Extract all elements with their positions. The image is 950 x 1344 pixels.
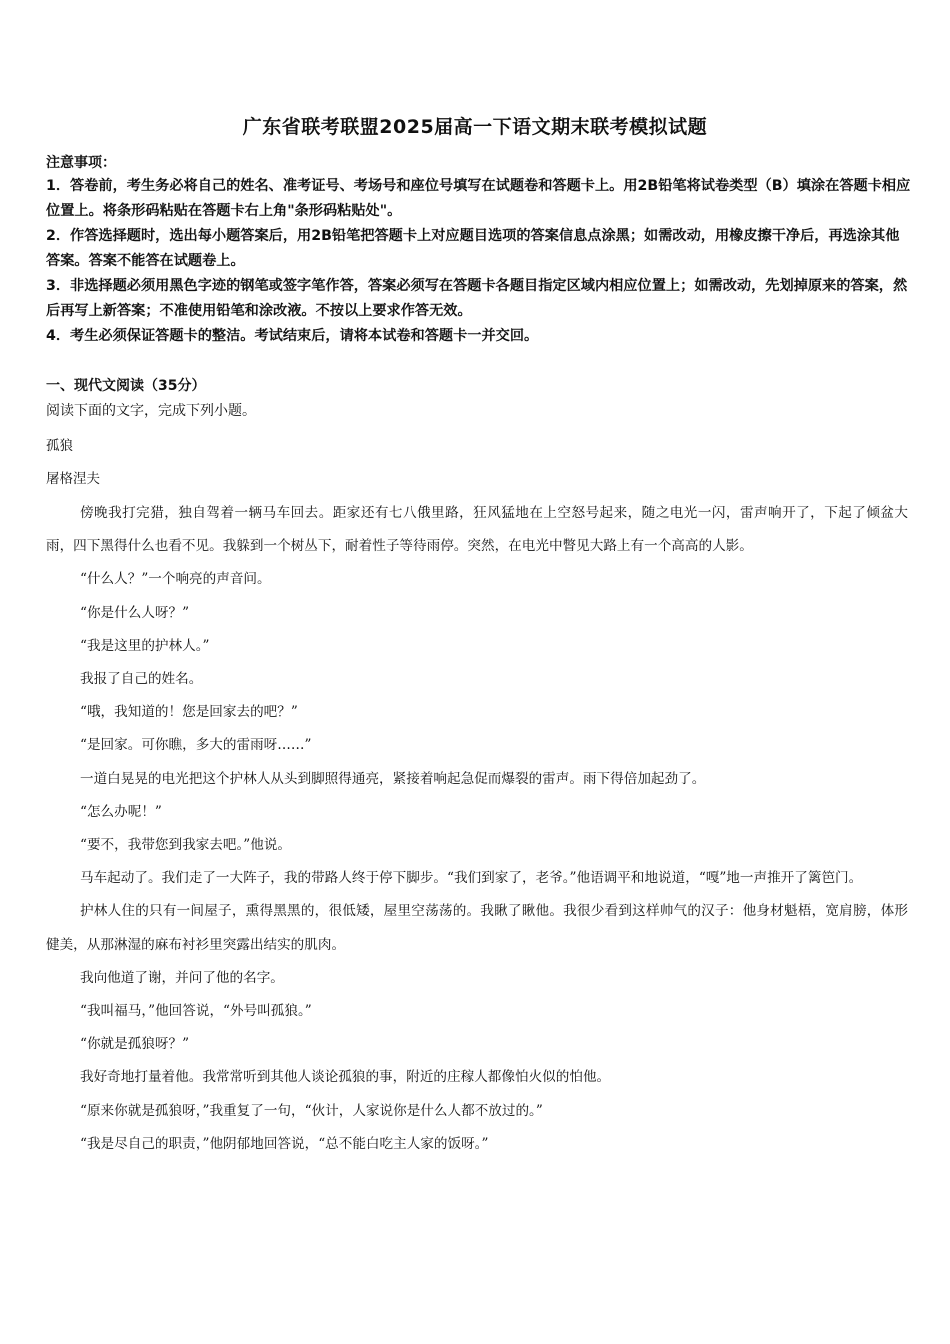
story-paragraph: 马车起动了。我们走了一大阵子，我的带路人终于停下脚步。“我们到家了，老爷。”他语调平和地说道，“嘎”地一声推开了篱笆门。 (80, 870, 863, 887)
story-paragraph: 我好奇地打量着他。我常常听到其他人谈论孤狼的事，附近的庄稼人都像怕火似的怕他。 (80, 1069, 611, 1086)
story-paragraph: “什么人？”一个响亮的声音问。 (80, 571, 271, 588)
story-paragraph: 一道白晃晃的电光把这个护林人从头到脚照得通亮，紧接着响起急促而爆裂的雷声。雨下得倍加起劲了。 (80, 770, 706, 787)
story-paragraph: “我叫福马，”他回答说，“外号叫孤狼。” (80, 1003, 312, 1020)
story-paragraph: “我是这里的护林人。” (80, 637, 210, 654)
document-title: 广东省联考联盟2025届高一下语文期末联考模拟试题 (242, 116, 708, 138)
story-title: 孤狼 (46, 438, 73, 454)
story-paragraph: 傍晚我打完猎，独自驾着一辆马车回去。距家还有七八俄里路，狂风猛地在上空怒号起来，随之电光一闪，雷声响开了，下起了倾盆大雨，四下黑得什么也看不见。我躲到一个树丛下，耐着性子等待雨停。突然，在电光中瞥见大路上有一个高高的人影。 (46, 505, 908, 555)
story-paragraph: “我是尽自己的职责，”他阴郁地回答说，“总不能白吃主人家的饭呀。” (80, 1135, 489, 1152)
notice-list (46, 174, 912, 349)
story-paragraph: “是回家。可你瞧，多大的雷雨呀……” (80, 737, 312, 754)
notice-heading: 注意事项： (46, 155, 116, 171)
story-body (46, 497, 908, 1161)
notice-item: 4．考生必须保证答题卡的整洁。考试结束后，请将本试卷和答题卡一并交回。 (46, 328, 539, 344)
notice-item: 1．答卷前，考生务必将自己的姓名、准考证号、考场号和座位号填写在试题卷和答题卡上。用2B铅笔将试卷类型（B）填涂在答题卡相应位置上。将条形码粘贴在答题卡右上角"条形码粘贴处"。 (46, 178, 911, 219)
story-paragraph: “怎么办呢！” (80, 803, 162, 820)
story-paragraph: “你就是孤狼呀？” (80, 1036, 190, 1053)
story-paragraph: “要不，我带您到我家去吧。”他说。 (80, 837, 292, 854)
story-paragraph: “哦，我知道的！您是回家去的吧？” (80, 704, 298, 721)
notice-item: 2．作答选择题时，选出每小题答案后，用2B铅笔把答题卡上对应题目选项的答案信息点涂黑；如需改动，用橡皮擦干净后，再选涂其他答案。答案不能答在试题卷上。 (46, 228, 900, 269)
story-paragraph: 我报了自己的姓名。 (80, 671, 203, 688)
section-heading: 一、现代文阅读（35分） (46, 378, 206, 394)
story-paragraph: 护林人住的只有一间屋子，熏得黑黑的，很低矮，屋里空荡荡的。我瞅了瞅他。我很少看到这样帅气的汉子：他身材魁梧，宽肩膀，体形健美，从那淋湿的麻布衬衫里突露出结实的肌肉。 (46, 903, 908, 953)
story-paragraph: 我向他道了谢，并问了他的名字。 (80, 969, 284, 986)
story-paragraph: “你是什么人呀？” (80, 604, 190, 621)
story-author: 屠格涅夫 (46, 471, 100, 487)
story-paragraph: “原来你就是孤狼呀，”我重复了一句，“伙计，人家说你是什么人都不放过的。” (80, 1102, 543, 1119)
notice-item: 3．非选择题必须用黑色字迹的钢笔或签字笔作答，答案必须写在答题卡各题目指定区域内相应位置上；如需改动，先划掉原来的答案，然后再写上新答案；不准使用铅笔和涂改液。不按以上要求作答无效。 (46, 278, 908, 319)
reading-instruction: 阅读下面的文字，完成下列小题。 (46, 403, 256, 419)
